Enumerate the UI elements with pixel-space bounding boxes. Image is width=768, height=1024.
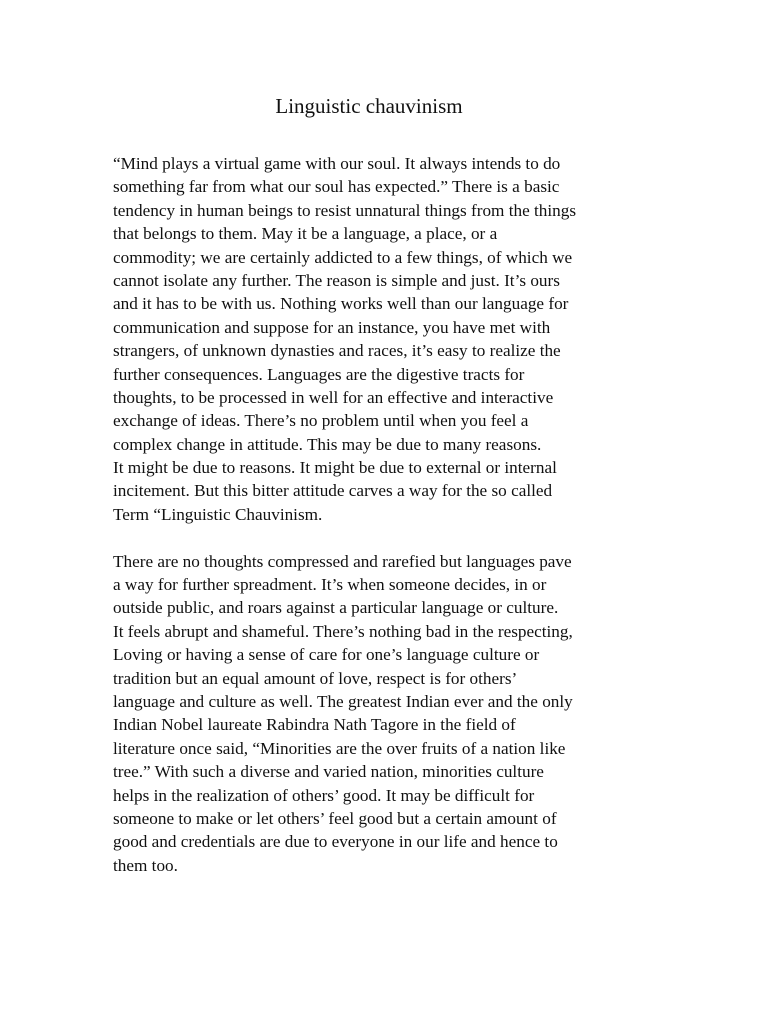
- body-line: further consequences. Languages are the digestive tracts for: [113, 364, 525, 384]
- body-line: a way for further spreadment. It’s when someone decides, in or: [113, 575, 547, 595]
- body-line: “Mind plays a virtual game with our soul. It always intends to do: [113, 154, 561, 173]
- body-line: them too.: [113, 855, 178, 875]
- body-line: It might be due to reasons. It might be due to external or internal: [113, 458, 557, 478]
- body-line: outside public, and roars against a particular language or culture.: [113, 598, 559, 618]
- body-line: good and credentials are due to everyone in our life and hence to: [113, 832, 558, 852]
- document-body: [113, 152, 576, 877]
- body-line: cannot isolate any further. The reason is simple and just. It’s ours: [113, 270, 560, 290]
- body-line: exchange of ideas. There’s no problem until when you feel a: [113, 411, 529, 431]
- body-line: tree.” With such a diverse and varied nation, minorities culture: [113, 762, 544, 782]
- body-line: language and culture as well. The greatest Indian ever and the only: [113, 691, 573, 711]
- body-line: and it has to be with us. Nothing works well than our language for: [113, 294, 569, 314]
- body-line: communication and suppose for an instance, you have met with: [113, 317, 551, 337]
- body-line: tendency in human beings to resist unnatural things from the things: [113, 200, 577, 220]
- body-line: something far from what our soul has expected.” There is a basic: [113, 177, 560, 197]
- body-line: that belongs to them. May it be a language, a place, or a: [113, 224, 498, 244]
- body-line: commodity; we are certainly addicted to a few things, of which we: [113, 247, 573, 267]
- body-line: helps in the realization of others’ good. It may be difficult for: [113, 785, 535, 805]
- body-line: literature once said, “Minorities are the over fruits of a nation like: [113, 738, 566, 758]
- body-line: strangers, of unknown dynasties and races, it’s easy to realize the: [113, 341, 561, 361]
- body-line: incitement. But this bitter attitude carves a way for the so called: [113, 481, 553, 501]
- body-line: tradition but an equal amount of love, respect is for others’: [113, 668, 518, 688]
- body-line: It feels abrupt and shameful. There’s nothing bad in the respecting,: [113, 621, 573, 641]
- document-title-text: Linguistic chauvinism: [275, 94, 463, 118]
- body-line: There are no thoughts compressed and rarefied but languages pave: [113, 551, 572, 571]
- body-line: Indian Nobel laureate Rabindra Nath Tagore in the field of: [113, 715, 516, 735]
- paragraph-break: [113, 526, 576, 549]
- body-line: Loving or having a sense of care for one’s language culture or: [113, 645, 540, 665]
- document-title: [0, 92, 768, 120]
- body-line: Term “Linguistic Chauvinism.: [113, 504, 323, 524]
- body-line: complex change in attitude. This may be due to many reasons.: [113, 434, 542, 454]
- body-line: someone to make or let others’ feel good but a certain amount of: [113, 808, 557, 828]
- body-line: thoughts, to be processed in well for an effective and interactive: [113, 387, 554, 407]
